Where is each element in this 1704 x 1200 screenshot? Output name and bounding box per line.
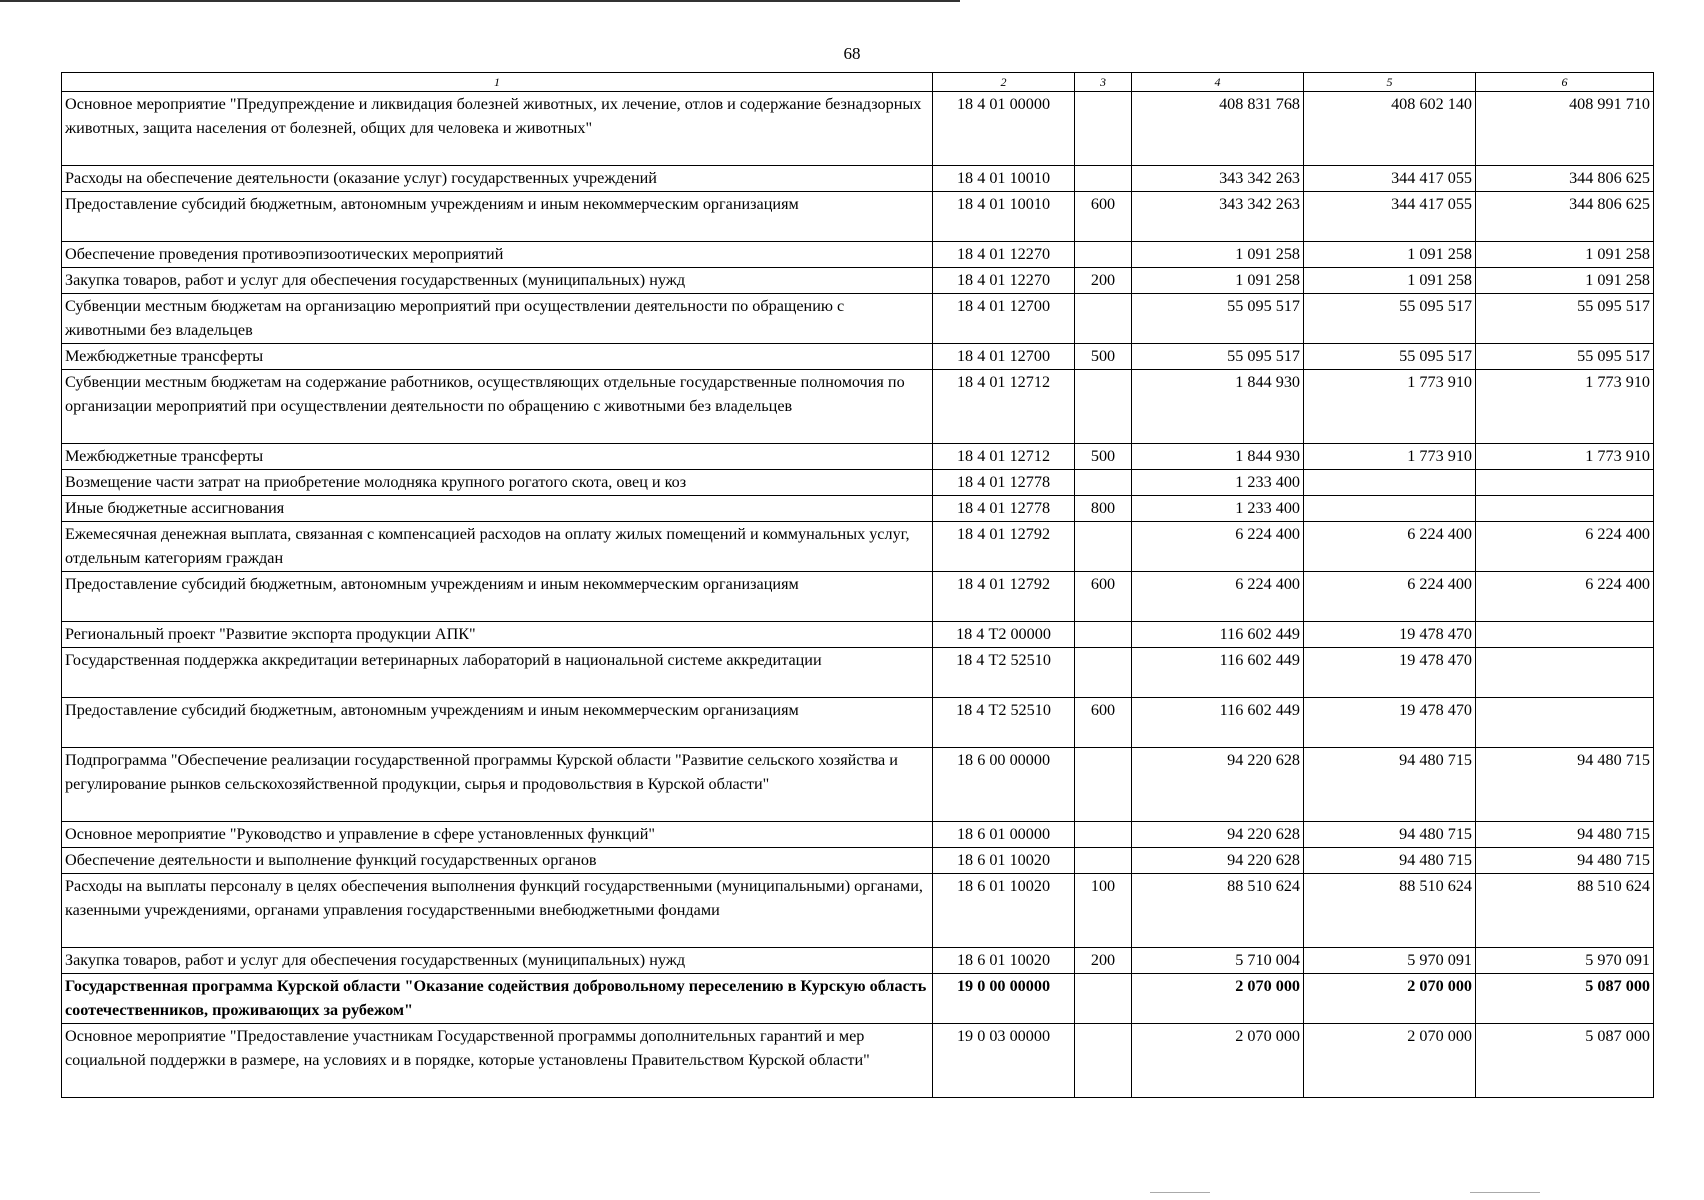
- row-name-cell: Предоставление субсидий бюджетным, автономным учреждениям и иным некоммерческим организациям: [62, 698, 933, 748]
- row-amount-2-cell: 19 478 470: [1304, 648, 1476, 698]
- row-expense-type-cell: 600: [1075, 698, 1132, 748]
- row-code-cell: 18 4 01 12712: [933, 444, 1075, 470]
- row-amount-2-cell: 1 091 258: [1304, 242, 1476, 268]
- table-row: [62, 242, 1654, 268]
- row-expense-type-cell: 600: [1075, 572, 1132, 622]
- row-amount-3-cell: 1 091 258: [1476, 242, 1654, 268]
- row-expense-type-cell: [1075, 622, 1132, 648]
- row-expense-type-cell: 800: [1075, 496, 1132, 522]
- row-name-cell: Расходы на выплаты персоналу в целях обеспечения выполнения функций государственными (муниципальными) органами, казенными учреждениями, органами управления государственными внебюджетными фондами: [62, 874, 933, 948]
- row-amount-3-cell: 94 480 715: [1476, 822, 1654, 848]
- row-amount-3-cell: [1476, 496, 1654, 522]
- row-amount-3-cell: 6 224 400: [1476, 522, 1654, 572]
- row-expense-type-cell: 200: [1075, 948, 1132, 974]
- column-number: 6: [1476, 73, 1654, 92]
- row-expense-type-cell: [1075, 748, 1132, 822]
- row-amount-2-cell: 5 970 091: [1304, 948, 1476, 974]
- row-amount-3-cell: [1476, 622, 1654, 648]
- row-code-cell: 19 0 00 00000: [933, 974, 1075, 1024]
- row-code-cell: 18 4 01 12792: [933, 572, 1075, 622]
- row-amount-2-cell: 2 070 000: [1304, 1024, 1476, 1098]
- row-amount-3-cell: 5 970 091: [1476, 948, 1654, 974]
- row-amount-2-cell: [1304, 470, 1476, 496]
- column-number-row: [62, 73, 1654, 92]
- row-amount-2-cell: 6 224 400: [1304, 522, 1476, 572]
- row-name-cell: Государственная поддержка аккредитации ветеринарных лабораторий в национальной системе аккредитации: [62, 648, 933, 698]
- row-name-cell: Межбюджетные трансферты: [62, 344, 933, 370]
- table-row: [62, 370, 1654, 444]
- row-name-cell: Иные бюджетные ассигнования: [62, 496, 933, 522]
- row-expense-type-cell: [1075, 470, 1132, 496]
- table-row: [62, 92, 1654, 166]
- row-code-cell: 18 4 01 12270: [933, 242, 1075, 268]
- row-expense-type-cell: 100: [1075, 874, 1132, 948]
- row-amount-1-cell: 1 844 930: [1132, 370, 1304, 444]
- row-amount-1-cell: 343 342 263: [1132, 192, 1304, 242]
- table-row: [62, 848, 1654, 874]
- column-number: 5: [1304, 73, 1476, 92]
- table-row: [62, 572, 1654, 622]
- row-expense-type-cell: [1075, 848, 1132, 874]
- row-code-cell: 18 4 01 12792: [933, 522, 1075, 572]
- scan-edge-line: [0, 0, 960, 2]
- row-code-cell: 19 0 03 00000: [933, 1024, 1075, 1098]
- row-amount-1-cell: 1 233 400: [1132, 496, 1304, 522]
- row-amount-2-cell: 1 091 258: [1304, 268, 1476, 294]
- row-amount-3-cell: [1476, 470, 1654, 496]
- row-amount-3-cell: 1 773 910: [1476, 370, 1654, 444]
- row-amount-2-cell: 1 773 910: [1304, 370, 1476, 444]
- row-amount-3-cell: 6 224 400: [1476, 572, 1654, 622]
- row-amount-3-cell: 94 480 715: [1476, 748, 1654, 822]
- row-name-cell: Субвенции местным бюджетам на содержание работников, осуществляющих отдельные государственные полномочия по организации мероприятий при осуществлении деятельности по обращению с животными без владельцев: [62, 370, 933, 444]
- row-amount-2-cell: 1 773 910: [1304, 444, 1476, 470]
- row-code-cell: 18 6 00 00000: [933, 748, 1075, 822]
- row-expense-type-cell: [1075, 370, 1132, 444]
- row-code-cell: 18 4 01 12700: [933, 294, 1075, 344]
- row-amount-1-cell: 94 220 628: [1132, 848, 1304, 874]
- row-amount-1-cell: 55 095 517: [1132, 344, 1304, 370]
- row-amount-1-cell: 1 091 258: [1132, 268, 1304, 294]
- table-row: [62, 268, 1654, 294]
- row-amount-2-cell: [1304, 496, 1476, 522]
- row-amount-2-cell: 94 480 715: [1304, 848, 1476, 874]
- table-row: [62, 496, 1654, 522]
- row-name-cell: Возмещение части затрат на приобретение молодняка крупного рогатого скота, овец и коз: [62, 470, 933, 496]
- row-amount-1-cell: 88 510 624: [1132, 874, 1304, 948]
- row-amount-3-cell: 344 806 625: [1476, 192, 1654, 242]
- column-number: 4: [1132, 73, 1304, 92]
- page-number: 68: [843, 44, 861, 63]
- row-amount-2-cell: 19 478 470: [1304, 622, 1476, 648]
- row-code-cell: 18 4 01 00000: [933, 92, 1075, 166]
- row-amount-1-cell: 6 224 400: [1132, 572, 1304, 622]
- row-amount-3-cell: 88 510 624: [1476, 874, 1654, 948]
- scan-mark: [1150, 1192, 1210, 1193]
- row-amount-3-cell: 1 773 910: [1476, 444, 1654, 470]
- row-amount-2-cell: 2 070 000: [1304, 974, 1476, 1024]
- row-amount-2-cell: 55 095 517: [1304, 294, 1476, 344]
- row-expense-type-cell: 200: [1075, 268, 1132, 294]
- row-amount-2-cell: 408 602 140: [1304, 92, 1476, 166]
- row-amount-2-cell: 344 417 055: [1304, 166, 1476, 192]
- row-amount-1-cell: 2 070 000: [1132, 1024, 1304, 1098]
- row-amount-1-cell: 1 844 930: [1132, 444, 1304, 470]
- row-expense-type-cell: [1075, 242, 1132, 268]
- row-name-cell: Региональный проект "Развитие экспорта продукции АПК": [62, 622, 933, 648]
- row-amount-3-cell: 1 091 258: [1476, 268, 1654, 294]
- row-code-cell: 18 4 01 10010: [933, 166, 1075, 192]
- row-amount-3-cell: [1476, 648, 1654, 698]
- table-row: [62, 974, 1654, 1024]
- row-name-cell: Расходы на обеспечение деятельности (оказание услуг) государственных учреждений: [62, 166, 933, 192]
- row-expense-type-cell: [1075, 974, 1132, 1024]
- table-row: [62, 166, 1654, 192]
- table-row: [62, 1024, 1654, 1098]
- row-amount-1-cell: 94 220 628: [1132, 748, 1304, 822]
- row-amount-2-cell: 55 095 517: [1304, 344, 1476, 370]
- row-code-cell: 18 4 01 12778: [933, 496, 1075, 522]
- row-name-cell: Межбюджетные трансферты: [62, 444, 933, 470]
- row-amount-1-cell: 343 342 263: [1132, 166, 1304, 192]
- row-name-cell: Подпрограмма "Обеспечение реализации государственной программы Курской области "Развитие сельского хозяйства и регулирование рынков сельскохозяйственной продукции, сырья и продовольствия в Курской области": [62, 748, 933, 822]
- row-amount-3-cell: 5 087 000: [1476, 974, 1654, 1024]
- row-amount-1-cell: 116 602 449: [1132, 698, 1304, 748]
- row-expense-type-cell: 500: [1075, 444, 1132, 470]
- row-name-cell: Основное мероприятие "Руководство и управление в сфере установленных функций": [62, 822, 933, 848]
- row-amount-1-cell: 1 091 258: [1132, 242, 1304, 268]
- row-amount-1-cell: 116 602 449: [1132, 622, 1304, 648]
- row-amount-1-cell: 408 831 768: [1132, 92, 1304, 166]
- row-amount-2-cell: 94 480 715: [1304, 822, 1476, 848]
- table-row: [62, 344, 1654, 370]
- row-amount-1-cell: 55 095 517: [1132, 294, 1304, 344]
- row-amount-2-cell: 19 478 470: [1304, 698, 1476, 748]
- row-amount-2-cell: 6 224 400: [1304, 572, 1476, 622]
- row-code-cell: 18 4 01 12778: [933, 470, 1075, 496]
- row-amount-1-cell: 6 224 400: [1132, 522, 1304, 572]
- row-expense-type-cell: [1075, 648, 1132, 698]
- row-amount-2-cell: 88 510 624: [1304, 874, 1476, 948]
- scan-mark: [1470, 1192, 1540, 1193]
- table-row: [62, 294, 1654, 344]
- row-code-cell: 18 4 01 12270: [933, 268, 1075, 294]
- row-amount-3-cell: 344 806 625: [1476, 166, 1654, 192]
- row-expense-type-cell: [1075, 1024, 1132, 1098]
- row-name-cell: Предоставление субсидий бюджетным, автономным учреждениям и иным некоммерческим организациям: [62, 192, 933, 242]
- row-code-cell: 18 4 01 10010: [933, 192, 1075, 242]
- column-number: 3: [1075, 73, 1132, 92]
- row-amount-3-cell: 408 991 710: [1476, 92, 1654, 166]
- row-expense-type-cell: [1075, 822, 1132, 848]
- row-amount-1-cell: 1 233 400: [1132, 470, 1304, 496]
- row-amount-1-cell: 5 710 004: [1132, 948, 1304, 974]
- row-expense-type-cell: 500: [1075, 344, 1132, 370]
- table-row: [62, 622, 1654, 648]
- table-row: [62, 444, 1654, 470]
- column-number: 2: [933, 73, 1075, 92]
- table-row: [62, 698, 1654, 748]
- row-name-cell: Основное мероприятие "Предупреждение и ликвидация болезней животных, их лечение, отлов и содержание безнадзорных животных, защита населения от болезней, общих для человека и животных": [62, 92, 933, 166]
- column-number: 1: [62, 73, 933, 92]
- budget-table: [61, 72, 1654, 1098]
- row-code-cell: 18 4 01 12712: [933, 370, 1075, 444]
- row-name-cell: Закупка товаров, работ и услуг для обеспечения государственных (муниципальных) нужд: [62, 268, 933, 294]
- row-name-cell: Ежемесячная денежная выплата, связанная с компенсацией расходов на оплату жилых помещений и коммунальных услуг, отдельным категориям граждан: [62, 522, 933, 572]
- table-row: [62, 874, 1654, 948]
- row-code-cell: 18 6 01 10020: [933, 874, 1075, 948]
- row-code-cell: 18 4 Т2 00000: [933, 622, 1075, 648]
- row-amount-1-cell: 2 070 000: [1132, 974, 1304, 1024]
- row-name-cell: Предоставление субсидий бюджетным, автономным учреждениям и иным некоммерческим организациям: [62, 572, 933, 622]
- table-row: [62, 948, 1654, 974]
- table-row: [62, 522, 1654, 572]
- row-expense-type-cell: [1075, 92, 1132, 166]
- table-row: [62, 822, 1654, 848]
- row-name-cell: Субвенции местным бюджетам на организацию мероприятий при осуществлении деятельности по обращению с животными без владельцев: [62, 294, 933, 344]
- table-row: [62, 648, 1654, 698]
- row-expense-type-cell: [1075, 294, 1132, 344]
- row-amount-3-cell: 94 480 715: [1476, 848, 1654, 874]
- row-amount-1-cell: 116 602 449: [1132, 648, 1304, 698]
- row-amount-3-cell: 55 095 517: [1476, 294, 1654, 344]
- row-amount-3-cell: [1476, 698, 1654, 748]
- row-code-cell: 18 4 01 12700: [933, 344, 1075, 370]
- row-amount-3-cell: 5 087 000: [1476, 1024, 1654, 1098]
- row-expense-type-cell: [1075, 522, 1132, 572]
- row-name-cell: Обеспечение деятельности и выполнение функций государственных органов: [62, 848, 933, 874]
- row-amount-2-cell: 94 480 715: [1304, 748, 1476, 822]
- row-code-cell: 18 4 Т2 52510: [933, 698, 1075, 748]
- row-name-cell: Государственная программа Курской области "Оказание содействия добровольному переселению в Курскую область соотечественников, проживающих за рубежом": [62, 974, 933, 1024]
- row-expense-type-cell: 600: [1075, 192, 1132, 242]
- row-amount-3-cell: 55 095 517: [1476, 344, 1654, 370]
- row-amount-1-cell: 94 220 628: [1132, 822, 1304, 848]
- row-code-cell: 18 6 01 10020: [933, 848, 1075, 874]
- row-name-cell: Основное мероприятие "Предоставление участникам Государственной программы дополнительных гарантий и мер социальной поддержки в размере, на условиях и в порядке, которые установлены Правительством Курской области": [62, 1024, 933, 1098]
- table-row: [62, 470, 1654, 496]
- row-code-cell: 18 6 01 00000: [933, 822, 1075, 848]
- table-row: [62, 748, 1654, 822]
- table-row: [62, 192, 1654, 242]
- row-code-cell: 18 4 Т2 52510: [933, 648, 1075, 698]
- row-amount-2-cell: 344 417 055: [1304, 192, 1476, 242]
- row-name-cell: Обеспечение проведения противоэпизоотических мероприятий: [62, 242, 933, 268]
- row-expense-type-cell: [1075, 166, 1132, 192]
- row-name-cell: Закупка товаров, работ и услуг для обеспечения государственных (муниципальных) нужд: [62, 948, 933, 974]
- row-code-cell: 18 6 01 10020: [933, 948, 1075, 974]
